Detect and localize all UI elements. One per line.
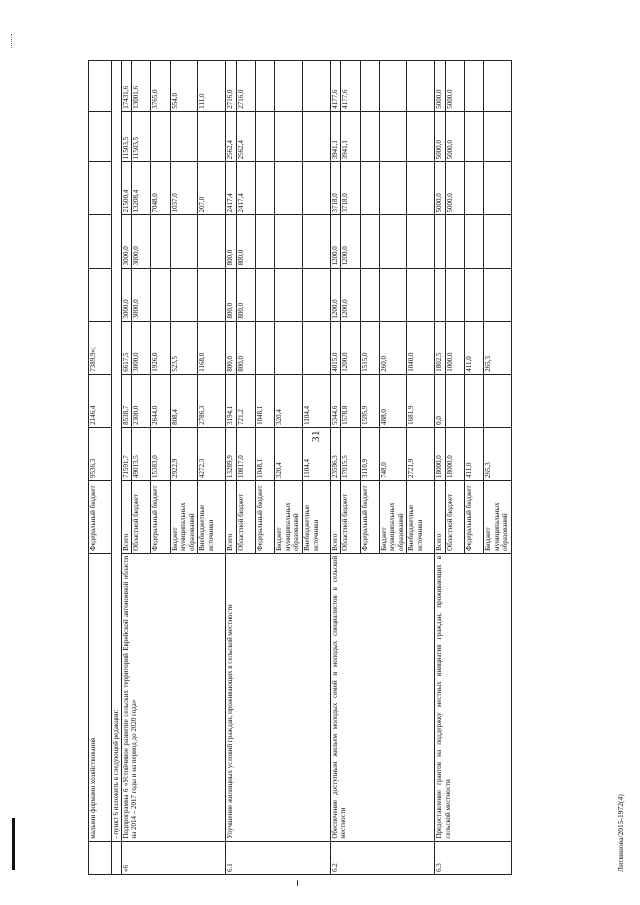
- source-label: Бюджет муниципальных образований: [171, 481, 199, 553]
- value: [465, 162, 484, 214]
- value: [465, 215, 484, 267]
- row-number: 6.3: [435, 841, 512, 874]
- scan-tick: [297, 880, 298, 886]
- value: 1802,5: [435, 322, 446, 374]
- value: 2716,0: [237, 61, 256, 111]
- source-label: Всего: [331, 481, 342, 553]
- value: [361, 61, 380, 111]
- value: 320,4: [275, 375, 303, 427]
- value: [465, 269, 484, 321]
- value: 3000,0: [132, 269, 151, 321]
- source-cell: [435, 480, 512, 553]
- source-label: Всего: [226, 481, 237, 553]
- value: [361, 215, 380, 267]
- row-name: Предоставление грантов на поддержку местных инициатив граждан, проживающих в сельской местности: [435, 553, 512, 841]
- source-cell: [226, 480, 331, 553]
- value: 2922,9: [171, 428, 199, 480]
- value: [380, 61, 408, 111]
- value: 1200,0: [331, 269, 342, 321]
- value: 1104,4: [302, 405, 311, 425]
- value-cell: [226, 268, 331, 321]
- value: 800,0: [226, 322, 237, 374]
- program-row: [435, 61, 512, 875]
- value: 1040,0: [407, 352, 416, 372]
- value: [198, 215, 225, 267]
- value: [256, 322, 275, 374]
- value-cell: [121, 321, 226, 374]
- value: 3718,0: [341, 162, 360, 214]
- value-cell: [435, 61, 512, 112]
- program-row: [121, 61, 226, 875]
- value: [484, 215, 511, 267]
- source-label: Всего: [122, 481, 133, 553]
- value-cell: [226, 374, 331, 427]
- value: 1200,0: [341, 215, 360, 267]
- value: 21500,4: [122, 162, 133, 214]
- source-label: Областной бюджет: [132, 481, 151, 553]
- value: 1000,0: [446, 322, 465, 374]
- program-row: [330, 61, 435, 875]
- value-cell: [330, 268, 435, 321]
- value: [171, 112, 199, 162]
- intro-value: [89, 215, 112, 268]
- value: 1168,0: [198, 352, 207, 372]
- value: 1200,0: [341, 269, 360, 321]
- scan-speck: [11, 34, 14, 48]
- value: 1681,9: [407, 405, 416, 425]
- value: 17431,6: [122, 61, 133, 111]
- value-cell: [121, 215, 226, 268]
- value: [407, 61, 434, 111]
- value: 1926,0: [151, 322, 170, 374]
- row-number: «6: [121, 841, 226, 874]
- value: 1200,0: [331, 215, 342, 267]
- page-number: 31: [310, 430, 322, 442]
- value: [407, 162, 434, 214]
- source-label: Внебюджетные источники: [407, 504, 425, 551]
- value: 265,3: [484, 462, 493, 478]
- value: 13289,9: [226, 428, 237, 480]
- value: 523,5: [171, 322, 199, 374]
- value-cell: [226, 427, 331, 480]
- value: 800,0: [237, 269, 256, 321]
- value-cell: [330, 61, 435, 112]
- value: [361, 112, 380, 162]
- value-cell: [121, 111, 226, 162]
- value: 10817,0: [237, 428, 256, 480]
- value: 1104,4: [302, 458, 311, 478]
- value: [171, 269, 199, 321]
- program-rows: [121, 61, 511, 875]
- value: 5000,0: [435, 112, 446, 162]
- value: 320,4: [275, 428, 303, 480]
- value-cell: [435, 427, 512, 480]
- value: 3000,0: [132, 215, 151, 267]
- value: [446, 269, 465, 321]
- source-label: Бюджет муниципальных образований: [484, 502, 510, 551]
- value: 5344,6: [331, 375, 342, 427]
- value: 1578,8: [341, 375, 360, 427]
- value: [256, 215, 275, 267]
- value-cell: [435, 162, 512, 215]
- value-cell: [435, 268, 512, 321]
- value: 13208,4: [132, 162, 151, 214]
- value-cell: [330, 374, 435, 427]
- value: 3194,1: [226, 375, 237, 427]
- value: 721,2: [237, 375, 256, 427]
- value: 2721,9: [407, 458, 416, 478]
- value: [256, 162, 275, 214]
- value: 1048,1: [256, 428, 275, 480]
- value: 3718,0: [331, 162, 342, 214]
- value: [303, 162, 330, 214]
- value: 5000,0: [446, 112, 465, 162]
- value: 18000,0: [446, 428, 465, 480]
- value: 3110,9: [361, 428, 380, 480]
- value-cell: [121, 427, 226, 480]
- row-name: Обеспечение доступным жильем молодых семей и молодых специалистов в сельской местности: [330, 553, 435, 841]
- value: [407, 215, 434, 267]
- value-cell: [435, 215, 512, 268]
- value: 71591,7: [122, 428, 133, 480]
- source-label: Областной бюджет: [237, 481, 256, 553]
- value: [380, 112, 408, 162]
- value: 800,0: [226, 215, 237, 267]
- value: 2417,4: [237, 162, 256, 214]
- value: 260,0: [380, 322, 408, 374]
- value: 5000,0: [446, 162, 465, 214]
- value-cell: [121, 61, 226, 112]
- intro-name-cell: малыми формами хозяйствования: [89, 553, 112, 841]
- value: 3000,0: [132, 322, 151, 374]
- value: 411,0: [465, 428, 484, 480]
- value: [275, 215, 303, 267]
- value: 3941,1: [331, 112, 342, 162]
- value: 4015,0: [331, 322, 342, 374]
- value-cell: [226, 61, 331, 112]
- intro-value: 2146,4: [89, 374, 112, 427]
- row-name: Подпрограмма 6 «Устойчивое развитие сельских территорий Еврейской автономной области на 2014 – 2017 годы и на период до 2020 года»: [121, 553, 226, 841]
- value: [484, 269, 511, 321]
- value: 5000,0: [435, 61, 446, 111]
- value: 1595,9: [361, 375, 380, 427]
- value: [256, 269, 275, 321]
- value: 4177,6: [331, 61, 342, 111]
- intro-value: [89, 268, 112, 321]
- value: [303, 112, 330, 162]
- source-label: Бюджет муниципальных образований: [380, 481, 408, 553]
- value-cell: [330, 427, 435, 480]
- intro-row: [89, 61, 112, 875]
- section-heading: - пункт 6 изложить в следующей редакции:: [112, 61, 122, 842]
- intro-no-cell: [89, 841, 112, 874]
- value: 2644,0: [151, 375, 170, 427]
- value-cell: [330, 215, 435, 268]
- value: 207,0: [198, 196, 207, 213]
- value: 5000,0: [446, 61, 465, 111]
- intro-value: [89, 162, 112, 215]
- value: [465, 375, 484, 427]
- value: 3000,0: [122, 269, 133, 321]
- value: 2562,4: [226, 112, 237, 162]
- source-label: Федеральный бюджет: [465, 481, 484, 553]
- value: 49013,5: [132, 428, 151, 480]
- value: 3765,0: [151, 61, 170, 111]
- value: 2786,3: [198, 405, 207, 425]
- source-cell: [121, 480, 226, 553]
- value: [484, 375, 511, 427]
- value: 2300,0: [132, 375, 151, 427]
- value: 6617,5: [122, 322, 133, 374]
- value: [361, 269, 380, 321]
- value-cell: [226, 111, 331, 162]
- value: [275, 112, 303, 162]
- value: 4272,3: [198, 458, 207, 478]
- value-cell: [226, 215, 331, 268]
- value: [171, 215, 199, 267]
- value-cell: [330, 321, 435, 374]
- row-number: 6.1: [226, 841, 331, 874]
- value: 5000,0: [435, 162, 446, 214]
- footer-reference: Литвинова/2015-1972(4): [616, 794, 625, 872]
- value: [465, 61, 484, 111]
- source-label: Внебюджетные источники: [302, 504, 320, 551]
- source-label: Областной бюджет: [341, 481, 360, 553]
- value: [484, 162, 511, 214]
- value: 2562,4: [237, 112, 256, 162]
- value: [275, 269, 303, 321]
- value: [380, 269, 408, 321]
- value: [256, 112, 275, 162]
- value: [380, 162, 408, 214]
- value: [151, 215, 170, 267]
- source-cell: [330, 480, 435, 553]
- value-cell: [435, 374, 512, 427]
- value: 411,0: [465, 322, 484, 374]
- value: 1048,1: [256, 375, 275, 427]
- value: [303, 61, 330, 111]
- value: 8538,7: [122, 375, 133, 427]
- value: [380, 215, 408, 267]
- value-cell: [121, 162, 226, 215]
- value: 2716,0: [226, 61, 237, 111]
- value: 15383,0: [151, 428, 170, 480]
- value: 488,0: [380, 375, 408, 427]
- value-cell: [435, 111, 512, 162]
- value: 4177,6: [341, 61, 360, 111]
- row-number: 6.2: [330, 841, 435, 874]
- value: 800,0: [237, 215, 256, 267]
- source-label: Областной бюджет: [446, 481, 465, 553]
- value: 554,0: [171, 61, 199, 111]
- value: [275, 61, 303, 111]
- value: 0,0: [435, 375, 446, 427]
- value: 23596,3: [331, 428, 342, 480]
- program-table: [88, 60, 512, 875]
- value: 800,0: [226, 269, 237, 321]
- value: [484, 61, 511, 111]
- value: [303, 269, 330, 321]
- value-cell: [121, 374, 226, 427]
- value-cell: [226, 321, 331, 374]
- value: 3000,0: [122, 215, 133, 267]
- heading-spacer: [112, 841, 122, 874]
- value: [198, 112, 225, 162]
- value: [303, 215, 330, 267]
- value-cell: [330, 111, 435, 162]
- value: [151, 269, 170, 321]
- program-row: [226, 61, 331, 875]
- value: 111,0: [198, 93, 207, 109]
- heading-row: [112, 61, 122, 875]
- value: [446, 215, 465, 267]
- value: 1200,0: [341, 322, 360, 374]
- value: 1515,0: [361, 322, 380, 374]
- intro-source-cell: Федеральный бюджет: [89, 480, 112, 553]
- value: [151, 112, 170, 162]
- value: [446, 375, 465, 427]
- source-label: Внебюджетные источники: [198, 504, 215, 551]
- source-label: Федеральный бюджет: [361, 481, 380, 553]
- value: 7048,0: [151, 162, 170, 214]
- source-label: Федеральный бюджет: [151, 481, 170, 553]
- intro-value: 9536,3: [89, 427, 112, 480]
- value: 3941,1: [341, 112, 360, 162]
- value: 18000,0: [435, 428, 446, 480]
- value: [303, 322, 330, 374]
- intro-value: 7389,9»;: [89, 321, 112, 374]
- value: 2417,4: [226, 162, 237, 214]
- value: 1037,0: [171, 162, 199, 214]
- value: [198, 269, 225, 321]
- intro-value: [89, 61, 112, 112]
- value-cell: [435, 321, 512, 374]
- value: [275, 162, 303, 214]
- value: [361, 162, 380, 214]
- value: 11503,5: [122, 112, 133, 162]
- value: 748,0: [380, 428, 408, 480]
- rotated-page: [88, 60, 508, 875]
- value: [435, 215, 446, 267]
- value: [484, 112, 511, 162]
- intro-value: [89, 111, 112, 162]
- source-label: Федеральный бюджет: [256, 481, 275, 553]
- value: [275, 322, 303, 374]
- row-name: Улучшение жилищных условий граждан, проживающих в сельской местности: [226, 553, 331, 841]
- binding-mark: [12, 818, 15, 870]
- value-cell: [121, 268, 226, 321]
- value: [435, 269, 446, 321]
- source-label: Всего: [435, 481, 446, 553]
- value: 808,4: [171, 375, 199, 427]
- value: [256, 61, 275, 111]
- value: 265,3: [484, 356, 493, 372]
- value-cell: [330, 162, 435, 215]
- value: 13001,6: [132, 61, 151, 111]
- value: 800,0: [237, 322, 256, 374]
- value: 11503,5: [132, 112, 151, 162]
- value: [407, 112, 434, 162]
- value: [465, 112, 484, 162]
- value: 17015,5: [341, 428, 360, 480]
- value-cell: [226, 162, 331, 215]
- value: [407, 269, 434, 321]
- source-label: Бюджет муниципальных образований: [275, 481, 303, 553]
